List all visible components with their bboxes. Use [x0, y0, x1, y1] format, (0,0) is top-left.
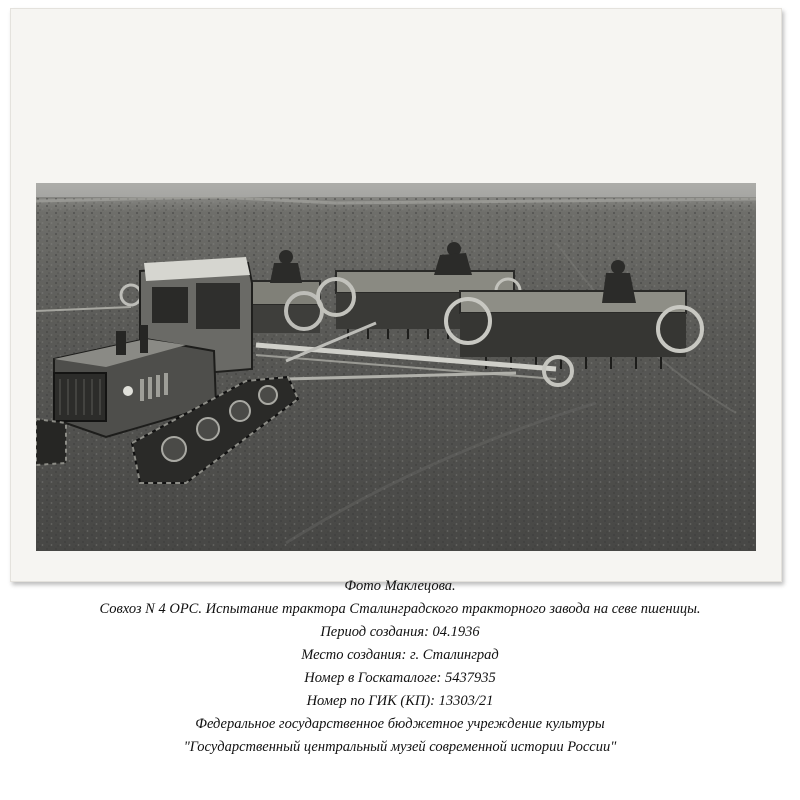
caption-institution: Федеральное государственное бюджетное учреждение культуры [195, 716, 605, 732]
caption-gik-number: Номер по ГИК (КП): 13303/21 [306, 693, 494, 709]
photo-caption [0, 575, 800, 759]
archival-photograph [36, 183, 756, 551]
caption-description: Совхоз N 4 ОРС. Испытание трактора Сталинградского тракторного завода на севе пшеницы. [99, 601, 701, 617]
caption-author: Фото Маклецова. [344, 578, 456, 594]
caption-goscatalog-number: Номер в Госкаталоге: 5437935 [304, 670, 496, 686]
caption-date: Период создания: 04.1936 [320, 624, 480, 640]
caption-place: Место создания: г. Сталинград [301, 647, 499, 663]
caption-museum-name: "Государственный центральный музей современной истории России" [183, 739, 617, 755]
